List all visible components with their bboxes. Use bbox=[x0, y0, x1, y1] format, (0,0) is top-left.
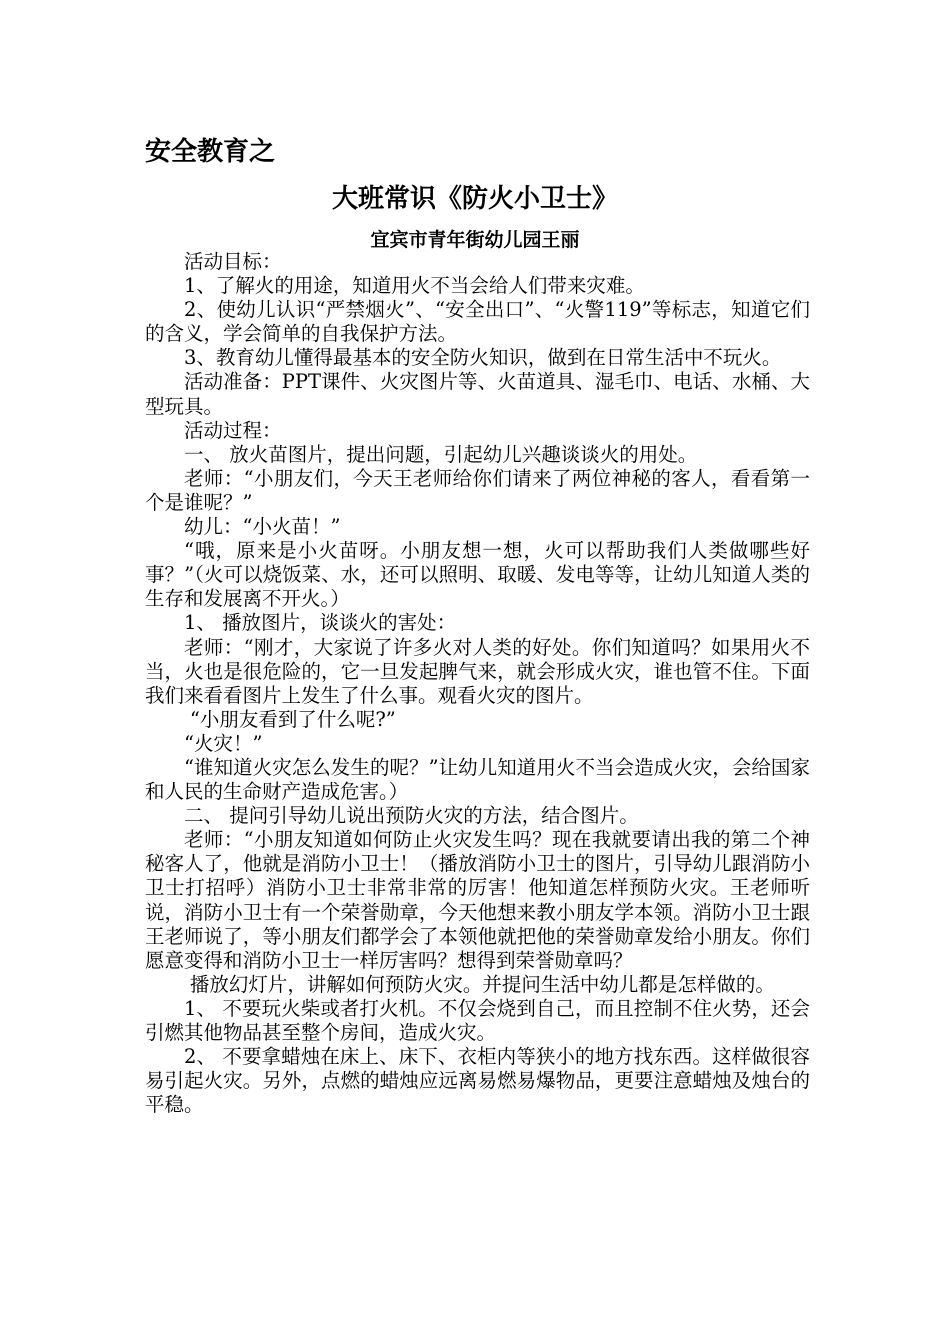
document-title: 大班常识《防火小卫士》 bbox=[331, 184, 618, 214]
paragraph: 二、 提问引导幼儿说出预防火灾的方法，结合图片。 bbox=[184, 804, 639, 828]
paragraph: 1、了解火的用途，知道用火不当会给人们带来灾难。 bbox=[184, 274, 645, 298]
paragraph: 幼儿：“小火苗！” bbox=[184, 515, 341, 539]
paragraph: 老师：“刚才，大家说了许多火对人类的好处。你们知道吗？如果用火不当，火也是很危险的，它一旦发起脾气来，就会形成火灾，谁也管不住。下面我们来看看图片上发生了什么事。观看火灾的图片。 bbox=[145, 635, 810, 707]
paragraph: 一、 放火苗图片，提出问题，引起幼儿兴趣谈谈火的用处。 bbox=[184, 442, 698, 466]
paragraph: 老师：“小朋友们，今天王老师给你们请来了两位神秘的客人，看看第一个是谁呢？” bbox=[145, 466, 810, 514]
paragraph: 老师：“小朋友知道如何防止火灾发生吗？现在我就要请出我的第二个神秘客人了，他就是消防小卫士！（播放消防小卫士的图片，引导幼儿跟消防小卫士打招呼）消防小卫士非常非常的厉害！他知道怎样预防火灾。王老师听说，消防小卫士有一个荣誉勋章，今天他想来教小朋友学本领。消防小卫士跟王老师说了，等小朋友们都学会了本领他就把他的荣誉勋章发给小朋友。你们愿意变得和消防小卫士一样厉害吗？想得到荣誉勋章吗？ bbox=[145, 828, 810, 972]
paragraph: 2、 不要拿蜡烛在床上、床下、衣柜内等狭小的地方找东西。这样做很容易引起火灾。另外，点燃的蜡烛应远离易燃易爆物品，更要注意蜡烛及烛台的平稳。 bbox=[145, 1045, 810, 1117]
paragraph: 3、教育幼儿懂得最基本的安全防火知识，做到在日常生活中不玩火。 bbox=[184, 346, 782, 370]
paragraph: 活动过程： bbox=[184, 418, 282, 442]
paragraph: “小朋友看到了什么呢?” bbox=[189, 707, 396, 731]
paragraph: 活动目标： bbox=[184, 250, 282, 273]
paragraph: “哦，原来是小火苗呀。小朋友想一想，火可以帮助我们人类做哪些好事？”（火可以烧饭菜、水，还可以照明、取暖、发电等等，让幼儿知道人类的生存和发展离不开火。） bbox=[145, 539, 810, 611]
paragraph: 2、使幼儿认识“严禁烟火”、“安全出口”、“火警119”等标志，知道它们的含义，学会简单的自我保护方法。 bbox=[145, 298, 810, 346]
paragraph: 1、 播放图片，谈谈火的害处： bbox=[184, 611, 457, 635]
document-body bbox=[145, 250, 810, 1117]
series-title: 安全教育之 bbox=[145, 137, 276, 167]
paragraph: 播放幻灯片，讲解如何预防火灾。并提问生活中幼儿都是怎样做的。 bbox=[189, 972, 775, 996]
paragraph: 活动准备：PPT课件、火灾图片等、火苗道具、湿毛巾、电话、水桶、大型玩具。 bbox=[145, 370, 810, 418]
paragraph: “谁知道火灾怎么发生的呢？”让幼儿知道用火不当会造成火灾，会给国家和人民的生命财产造成危害。） bbox=[145, 755, 810, 804]
paragraph: 1、 不要玩火柴或者打火机。不仅会烧到自己，而且控制不住火势，还会引燃其他物品甚至整个房间，造成火灾。 bbox=[145, 996, 810, 1044]
paragraph: “火灾！” bbox=[184, 731, 263, 755]
author-line: 宜宾市青年街幼儿园王丽 bbox=[370, 229, 580, 251]
